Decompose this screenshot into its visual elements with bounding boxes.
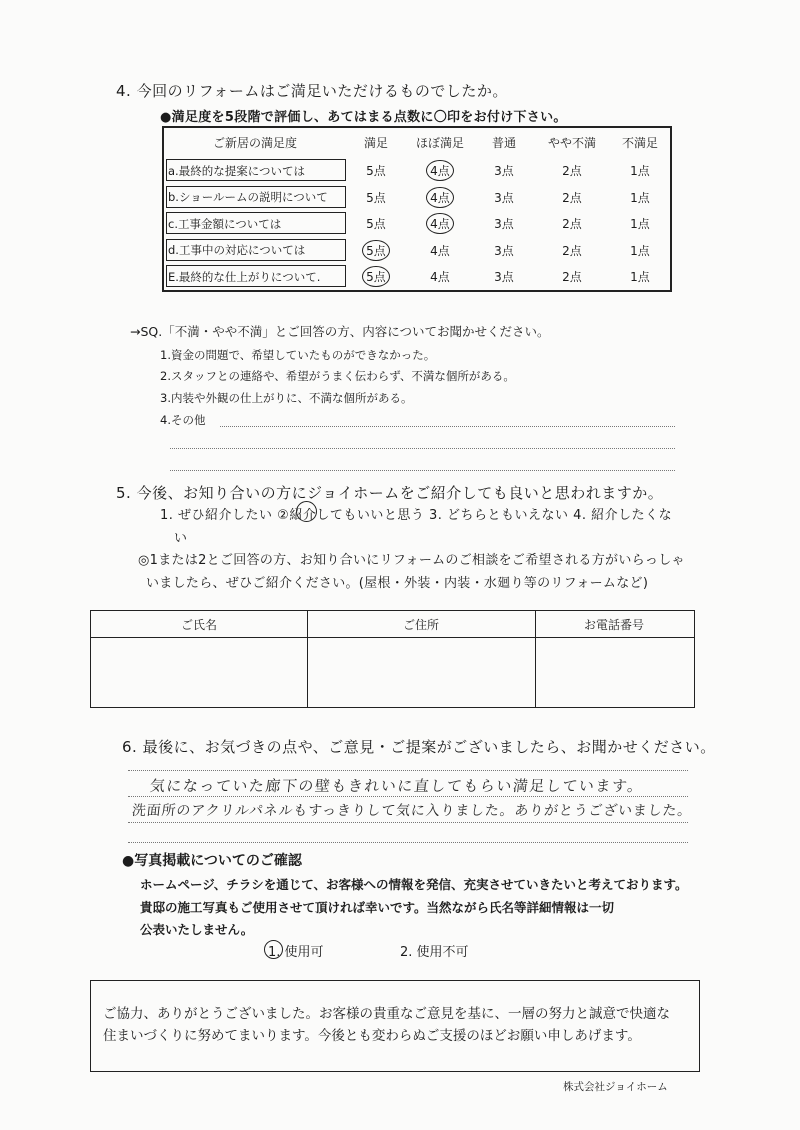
score-cell[interactable]: [474, 238, 534, 263]
table-header-row: [164, 130, 670, 155]
score-cell[interactable]: [406, 238, 474, 263]
row-label: a.最終的な提案については: [168, 163, 305, 178]
q5-title: 5. 今後、お知り合いの方にジョイホームをご紹介しても良いと思われますか。: [116, 484, 664, 502]
score-value: 3点: [494, 164, 514, 178]
score-value: 1点: [630, 164, 650, 178]
score-cell[interactable]: [534, 158, 610, 183]
answer-line: [128, 796, 688, 797]
score-value: 4点: [430, 243, 450, 258]
answer-line[interactable]: [170, 470, 675, 471]
score-cell[interactable]: [534, 264, 610, 289]
answer-line: [128, 842, 688, 843]
answer-line[interactable]: [170, 448, 675, 449]
score-cell[interactable]: [610, 185, 670, 210]
row-label: b.ショールームの説明について: [168, 190, 328, 204]
score-cell[interactable]: [346, 211, 406, 236]
header-cell: 満足: [363, 136, 388, 150]
row-label: d.工事中の対応については: [168, 243, 306, 257]
score-cell[interactable]: [474, 211, 534, 236]
score-value: 3点: [494, 217, 514, 231]
handwritten-answer: 洗面所のアクリルパネルもすっきりして気に入りました。ありがとうございました。: [131, 803, 693, 819]
q6-title: 6. 最後に、お気づきの点や、ご意見・ご提案がございましたら、お聞かせください。: [122, 738, 716, 756]
q4-title: 4. 今回のリフォームはご満足いただけるものでしたか。: [116, 82, 508, 100]
score-cell[interactable]: [534, 238, 610, 263]
score-cell[interactable]: [346, 185, 406, 210]
score-value: 5点: [366, 217, 386, 231]
score-cell[interactable]: [474, 185, 534, 210]
phone-field[interactable]: [536, 638, 693, 707]
score-value: 2点: [562, 217, 582, 231]
address-field[interactable]: [308, 638, 535, 707]
q5-options-wrap: い: [174, 531, 188, 546]
score-cell[interactable]: [406, 211, 474, 236]
score-cell[interactable]: [534, 211, 610, 236]
answer-line[interactable]: [220, 426, 675, 427]
sq-title: →SQ.「不満・やや不満」とご回答の方、内容についてお聞かせください。: [130, 324, 550, 339]
answer-line: [128, 770, 688, 771]
name-header: ご氏名: [180, 617, 217, 632]
score-cell[interactable]: [610, 264, 670, 289]
closing-text: 住まいづくりに努めてまいります。今後とも変わらぬご支援のほどお願い申しあげます。: [103, 1028, 641, 1044]
photo-option-allow[interactable]: 1. 使用可: [268, 945, 324, 960]
table-row: [164, 158, 670, 183]
photo-text: 貴邸の施工写真もご使用させて頂ければ幸いです。当然ながら氏名等詳細情報は一切: [140, 900, 615, 915]
score-value: 1点: [630, 270, 650, 284]
table-row: [164, 185, 670, 210]
selected-score: 5点: [362, 240, 390, 261]
score-cell[interactable]: [610, 158, 670, 183]
q4-instruction: ●満足度を5段階で評価し、あてはまる点数に〇印をお付け下さい。: [160, 110, 567, 125]
header-cell: 普通: [491, 136, 516, 150]
selected-score: 4点: [426, 213, 454, 234]
row-label: E.最終的な仕上がりについて.: [168, 269, 321, 284]
table-row: [164, 264, 670, 289]
selected-circle-mark: [296, 501, 317, 522]
header-cell: ご新居の満足度: [212, 136, 297, 150]
score-value: 2点: [562, 270, 582, 284]
score-cell[interactable]: [406, 185, 474, 210]
row-label: c.工事金額については: [168, 216, 282, 231]
header-cell: やや不満: [547, 136, 596, 150]
header-cell: 不満足: [621, 136, 658, 150]
sq-option: 3.内装や外観の仕上がりに、不満な個所がある。: [160, 391, 413, 405]
score-value: 3点: [494, 243, 514, 258]
sq-option: 4.その他: [160, 413, 206, 427]
q5-options: 1. ぜひ紹介したい ②紹介してもいいと思う 3. どちらともいえない 4. 紹介したくな: [160, 508, 673, 523]
score-cell[interactable]: [610, 238, 670, 263]
address-header: ご住所: [402, 617, 439, 632]
score-value: 5点: [366, 164, 386, 178]
phone-header: お電話番号: [583, 617, 644, 632]
sq-option: 2.スタッフとの連絡や、希望がうまく伝わらず、不満な個所がある。: [160, 369, 515, 383]
q5-note: ◎1または2とご回答の方、お知り合いにリフォームのご相談をご希望される方がいらっしゃ: [138, 553, 685, 568]
score-cell[interactable]: [346, 238, 406, 263]
photo-text: 公表いたしません。: [140, 922, 254, 937]
score-value: 2点: [562, 164, 582, 178]
score-value: 2点: [562, 243, 582, 258]
satisfaction-table: [162, 126, 672, 292]
score-value: 3点: [494, 270, 514, 284]
referral-contact-table: [90, 610, 695, 708]
score-cell[interactable]: [406, 158, 474, 183]
q5-note: いましたら、ぜひご紹介ください。(屋根・外装・内装・水廻り等のリフォームなど): [146, 576, 649, 591]
answer-line: [128, 822, 688, 823]
score-value: 3点: [494, 190, 514, 205]
closing-message-box: [90, 980, 700, 1072]
selected-score: 4点: [426, 160, 454, 181]
table-row: [164, 211, 670, 236]
score-value: 1点: [630, 190, 650, 205]
photo-option-deny[interactable]: 2. 使用不可: [400, 945, 469, 960]
selected-score: 4点: [426, 187, 454, 208]
score-cell[interactable]: [346, 264, 406, 289]
score-cell[interactable]: [610, 211, 670, 236]
sq-option: 1.資金の問題で、希望していたものができなかった。: [160, 348, 436, 362]
score-cell[interactable]: [534, 185, 610, 210]
score-cell[interactable]: [406, 264, 474, 289]
score-cell[interactable]: [474, 264, 534, 289]
score-value: 1点: [630, 217, 650, 231]
handwritten-answer: 気になっていた廊下の壁もきれいに直してもらい満足しています。: [149, 777, 645, 795]
selected-circle-mark: [264, 940, 283, 959]
score-value: 5点: [366, 190, 386, 205]
company-name: 株式会社ジョイホーム: [563, 1081, 668, 1093]
photo-text: ホームページ、チラシを通じて、お客様への情報を発信、充実させていきたいと考えております。: [140, 877, 688, 892]
score-value: 2点: [562, 190, 582, 205]
score-cell[interactable]: [346, 158, 406, 183]
score-value: 1点: [630, 243, 650, 258]
photo-title: ●写真掲載についてのご確認: [122, 853, 302, 869]
table-row: [164, 238, 670, 263]
selected-score: 5点: [362, 266, 390, 287]
name-field[interactable]: [91, 638, 307, 707]
score-cell[interactable]: [474, 158, 534, 183]
closing-text: ご協力、ありがとうございました。お客様の貴重なご意見を基に、一層の努力と誠意で快適な: [103, 1006, 670, 1022]
score-value: 4点: [430, 270, 450, 284]
header-cell: ほぼ満足: [415, 136, 464, 150]
